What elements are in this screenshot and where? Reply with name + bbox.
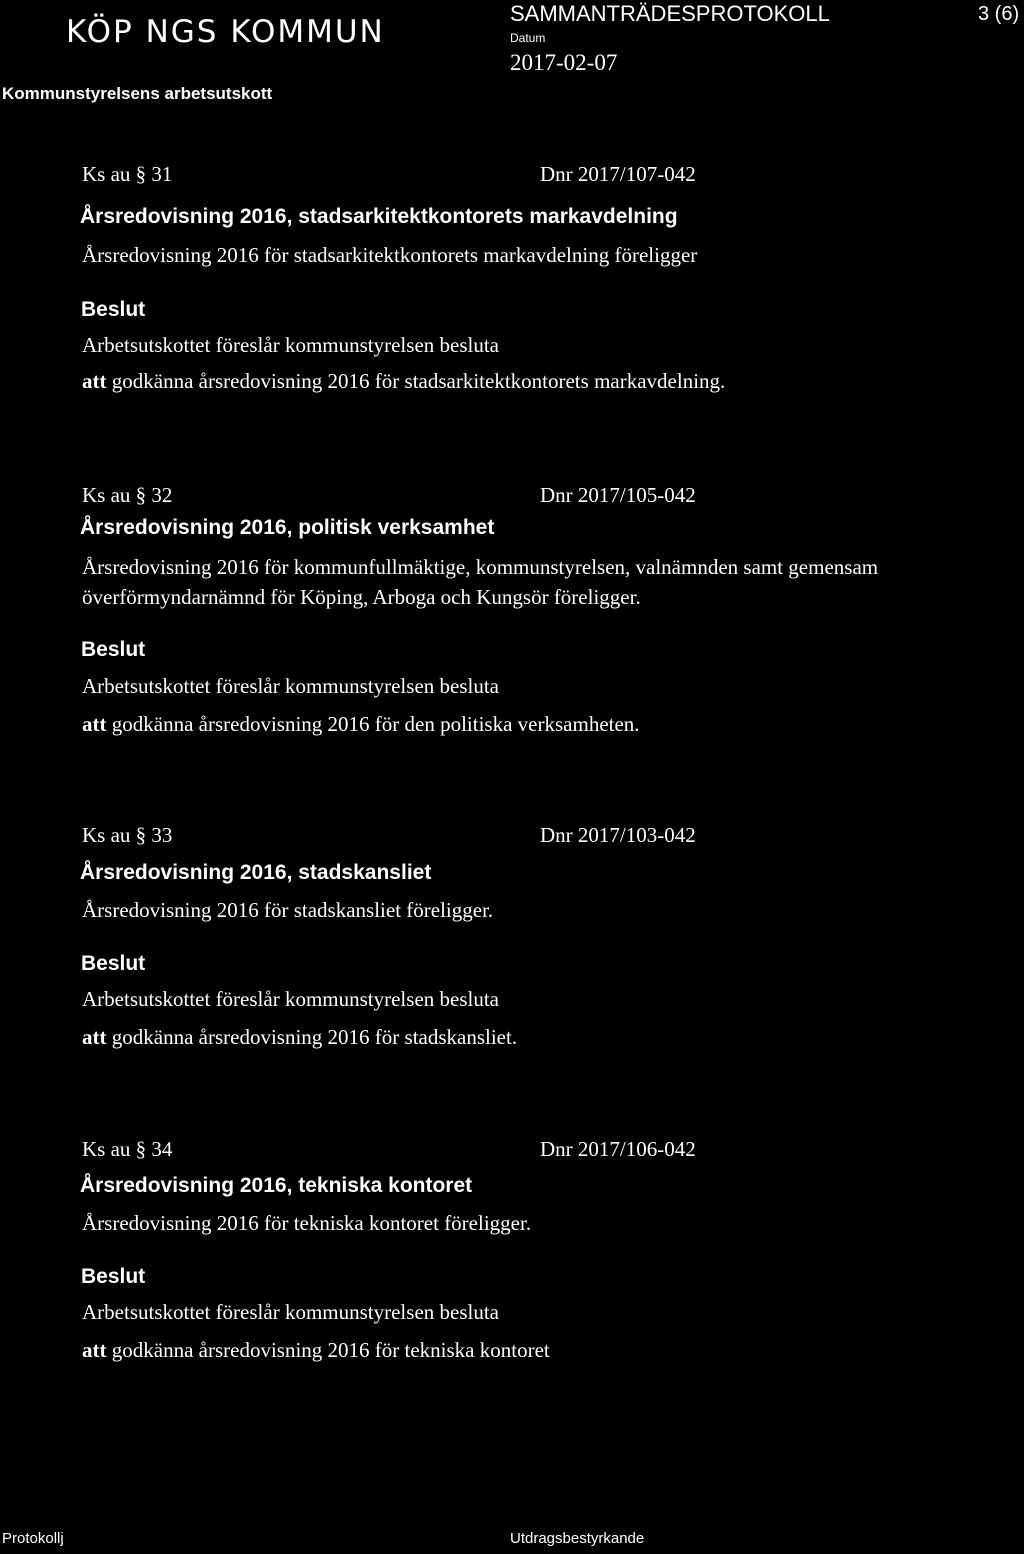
section-proposal: Arbetsutskottet föreslår kommunstyrelsen besluta xyxy=(82,1300,499,1324)
date-value: 2017-02-07 xyxy=(510,50,618,75)
decision-text: godkänna årsredovisning 2016 för stadsarkitektkontorets markavdelning. xyxy=(106,369,726,393)
section-dnr: Dnr 2017/105-042 xyxy=(540,483,696,507)
section-reference: Ks au § 31 xyxy=(82,162,173,186)
section-title: Årsredovisning 2016, stadskansliet xyxy=(80,861,432,884)
beslut-heading: Beslut xyxy=(81,952,146,975)
section-dnr: Dnr 2017/107-042 xyxy=(540,162,696,186)
beslut-heading: Beslut xyxy=(81,1265,146,1288)
section-intro: Årsredovisning 2016 för kommunfullmäktige, kommunstyrelsen, valnämnden samt gemensam överförmyndarnämnd för Köping, Arboga och Kungsör föreligger. xyxy=(82,555,879,609)
beslut-heading: Beslut xyxy=(81,638,146,661)
section-intro: Årsredovisning 2016 för stadsarkitektkontorets markavdelning föreligger xyxy=(82,243,698,267)
decision-prefix: att xyxy=(82,712,107,736)
section-decision xyxy=(82,1025,517,1050)
section-title: Årsredovisning 2016, tekniska kontoret xyxy=(80,1174,473,1197)
section-intro: Årsredovisning 2016 för tekniska kontoret föreligger. xyxy=(82,1211,532,1235)
section-proposal: Arbetsutskottet föreslår kommunstyrelsen besluta xyxy=(82,674,499,698)
decision-text: godkänna årsredovisning 2016 för tekniska kontoret xyxy=(106,1338,550,1362)
page-number: 3 (6) xyxy=(978,3,1020,25)
section-title: Årsredovisning 2016, stadsarkitektkontorets markavdelning xyxy=(80,205,678,228)
body-name: Kommunstyrelsens arbetsutskott xyxy=(2,84,273,103)
section-title: Årsredovisning 2016, politisk verksamhet xyxy=(80,516,495,539)
section-reference: Ks au § 34 xyxy=(82,1137,173,1161)
beslut-heading: Beslut xyxy=(81,298,146,321)
section-decision xyxy=(82,1338,550,1363)
section-proposal: Arbetsutskottet föreslår kommunstyrelsen besluta xyxy=(82,987,499,1011)
decision-text: godkänna årsredovisning 2016 för den politiska verksamheten. xyxy=(106,712,640,736)
document-type: SAMMANTRÄDESPROTOKOLL xyxy=(510,1,830,26)
decision-prefix: att xyxy=(82,369,107,393)
decision-text: godkänna årsredovisning 2016 för stadskansliet. xyxy=(106,1025,518,1049)
section-dnr: Dnr 2017/106-042 xyxy=(540,1137,696,1161)
section-decision xyxy=(82,712,640,737)
section-decision xyxy=(82,369,725,394)
date-label: Datum xyxy=(510,31,546,45)
section-intro: Årsredovisning 2016 för stadskansliet föreligger. xyxy=(82,898,494,922)
footer-certification-label: Utdragsbestyrkande xyxy=(510,1530,645,1547)
decision-prefix: att xyxy=(82,1338,107,1362)
section-reference: Ks au § 32 xyxy=(82,483,173,507)
section-dnr: Dnr 2017/103-042 xyxy=(540,823,696,847)
decision-prefix: att xyxy=(82,1025,107,1049)
section-reference: Ks au § 33 xyxy=(82,823,173,847)
municipality-logo: KÖP NGS KOMMUN xyxy=(66,14,385,50)
section-proposal: Arbetsutskottet föreslår kommunstyrelsen besluta xyxy=(82,333,499,357)
footer-protocol-label: Protokollj xyxy=(2,1530,64,1547)
